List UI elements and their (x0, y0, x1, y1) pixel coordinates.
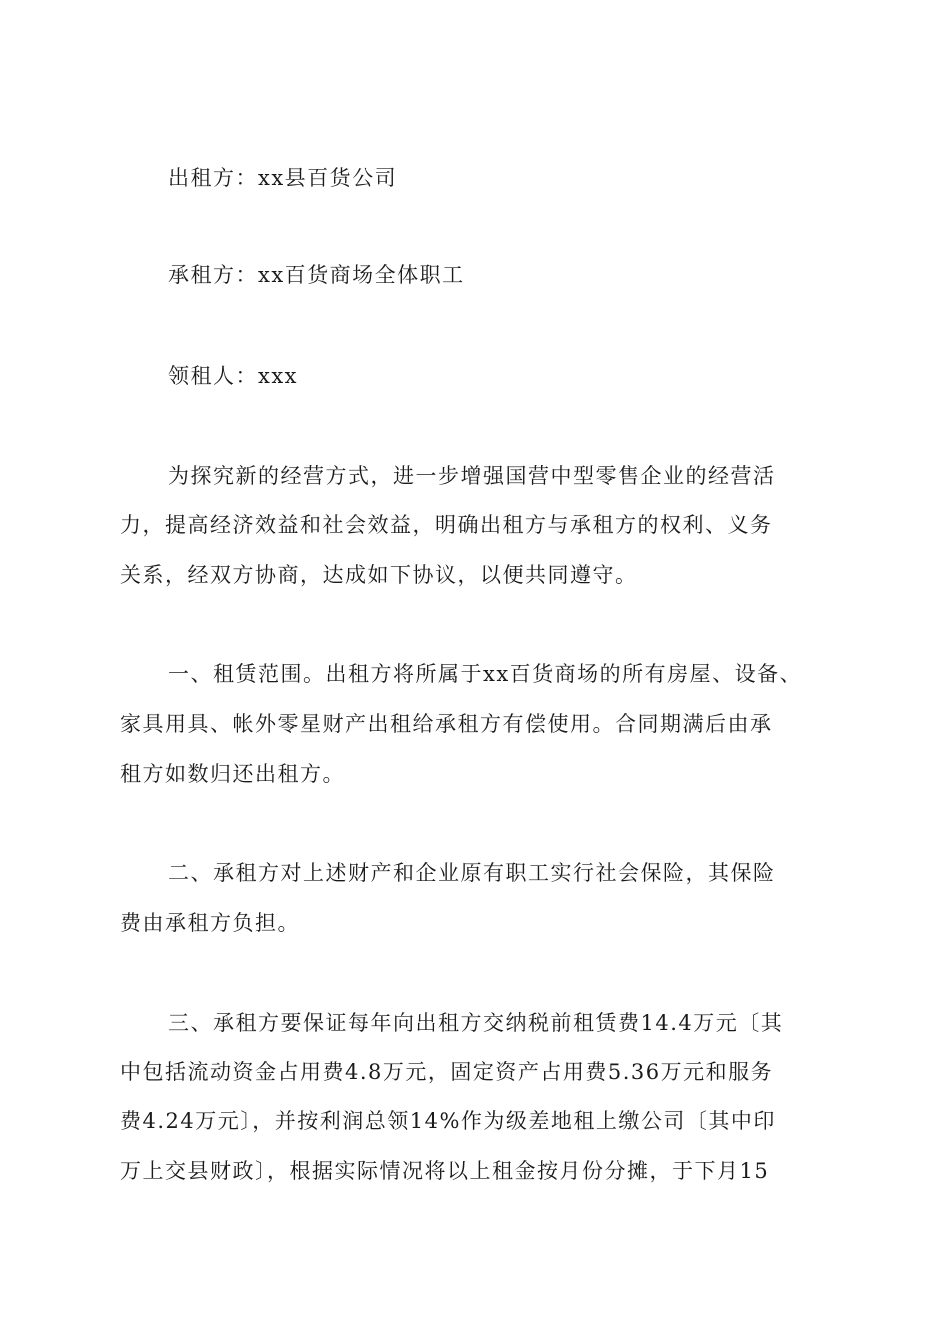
clause3-line: 三、承租方要保证每年向出租方交纳税前租赁费14.4万元〔其 (168, 1011, 784, 1035)
preamble-line: 关系，经双方协商，达成如下协议，以便共同遵守。 (120, 563, 638, 587)
clause3-line: 万上交县财政〕，根据实际情况将以上租金按月份分摊，于下月15 (120, 1159, 770, 1183)
clause3-line: 中包括流动资金占用费4.8万元，固定资产占用费5.36万元和服务 (120, 1060, 774, 1084)
clause3-line: 费4.24万元〕，并按利润总领14%作为级差地租上缴公司〔其中印 (120, 1109, 776, 1133)
lessee-line: 承租方：xx百货商场全体职工 (168, 263, 465, 287)
preamble-line: 为探究新的经营方式，进一步增强国营中型零售企业的经营活 (168, 464, 776, 488)
clause1-line: 家具用具、帐外零星财产出租给承租方有偿使用。合同期满后由承 (120, 712, 773, 736)
leaseholder-line: 领租人：xxx (168, 364, 299, 388)
clause2-line: 费由承租方负担。 (120, 911, 300, 935)
clause1-line: 租方如数归还出租方。 (120, 762, 345, 786)
preamble-line: 力，提高经济效益和社会效益，明确出租方与承租方的权利、义务 (120, 513, 773, 537)
clause1-line: 一、租赁范围。出租方将所属于xx百货商场的所有房屋、设备、 (168, 662, 803, 686)
lessor-line: 出租方：xx县百货公司 (168, 166, 398, 190)
clause2-line: 二、承租方对上述财产和企业原有职工实行社会保险，其保险 (168, 861, 776, 885)
